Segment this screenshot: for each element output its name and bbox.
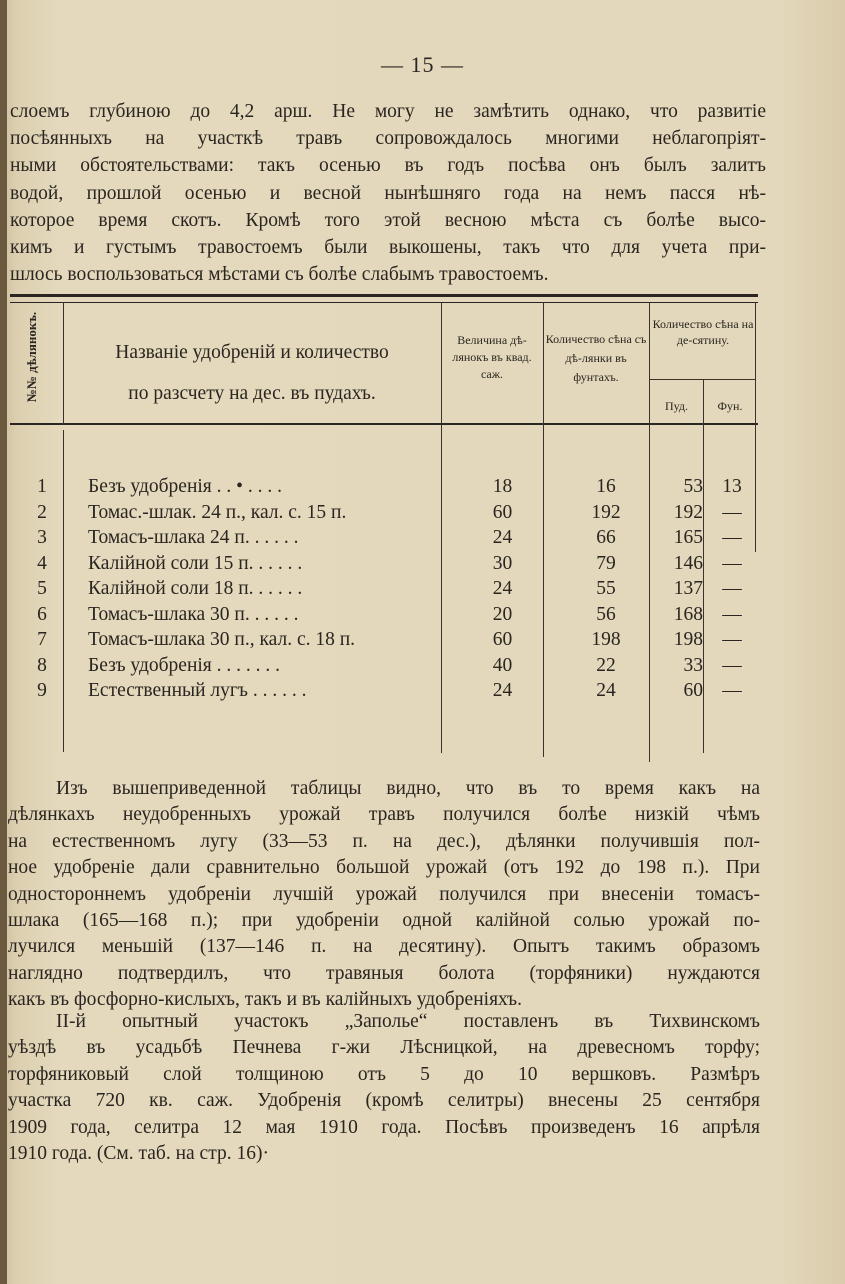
hay-per-plot-cell: 192 bbox=[591, 501, 621, 523]
plot-size-cell: 40 bbox=[492, 654, 513, 676]
header-plot-size: Величина дѣ-лянокъ въ квад. саж. bbox=[452, 333, 532, 381]
fertilizer-cell: Томасъ-шлака 30 п. . . . . . bbox=[88, 603, 299, 625]
fertilizer-table bbox=[10, 294, 758, 759]
text-line: наглядно подтвердилъ, что травяныя болота (торфяники) нуждаются bbox=[8, 962, 760, 984]
hay-per-plot-cell: 55 bbox=[596, 578, 616, 599]
table-top-rule bbox=[10, 294, 758, 297]
fun-cell: — bbox=[722, 527, 742, 548]
pud-cell: 146 bbox=[673, 552, 703, 574]
page-number: — 15 — bbox=[381, 52, 464, 77]
text-line: на естественномъ лугу (33—53 п. на дес.), дѣлянки получившія пол- bbox=[8, 830, 760, 852]
table-header-rule bbox=[10, 423, 758, 425]
text-line: водой, прошлой осенью и весной нынѣшняго года на немъ пасся нѣ- bbox=[10, 182, 766, 204]
fertilizer-cell: Естественный лугъ . . . . . . bbox=[88, 680, 307, 701]
fun-cell: 13 bbox=[722, 476, 742, 497]
header-text: по разсчету на дес. въ пудахъ. bbox=[128, 383, 376, 404]
fertilizer-cell: Томасъ-шлака 24 п. . . . . . bbox=[88, 527, 299, 548]
text-line: уѣздѣ въ усадьбѣ Печнева г-жи Лѣсницкой, на древесномъ торфу; bbox=[8, 1037, 760, 1059]
hay-per-plot-cell: 22 bbox=[596, 654, 616, 676]
table-row bbox=[10, 578, 758, 604]
text-line: ное удобреніе дали сравнительно большой урожай (отъ 192 до 198 п.). При bbox=[8, 857, 760, 879]
fertilizer-cell: Калійной соли 15 п. . . . . . bbox=[88, 552, 303, 574]
plot-size-cell: 24 bbox=[492, 578, 513, 599]
hay-per-plot-cell: 56 bbox=[596, 603, 616, 625]
plot-number-cell: 4 bbox=[37, 552, 47, 574]
table-body bbox=[10, 476, 758, 706]
header-pud: Пуд. bbox=[664, 399, 688, 413]
pud-cell: 33 bbox=[683, 654, 703, 676]
text-line: 1909 года, селитра 12 мая 1910 года. Посѣвъ произведенъ 16 апрѣля bbox=[8, 1116, 760, 1138]
binding-edge bbox=[0, 0, 7, 1284]
fun-cell: — bbox=[722, 603, 742, 625]
plot-number-cell: 7 bbox=[37, 629, 47, 650]
fertilizer-cell: Безъ удобренія . . • . . . . bbox=[88, 476, 282, 497]
table-row bbox=[10, 502, 758, 528]
header-hay-per-plot: Количество сѣна съ дѣ-лянки въ фунтахъ. bbox=[545, 332, 647, 384]
text-line: ными обстоятельствами: такъ осенью въ годъ посѣва онъ былъ залитъ bbox=[10, 155, 766, 177]
text-line: II-й опытный участокъ „Заполье“ поставленъ въ Тихвинскомъ bbox=[56, 1011, 760, 1032]
fun-cell: — bbox=[722, 680, 742, 701]
hay-per-plot-cell: 66 bbox=[596, 527, 616, 548]
header-text: Названіе удобреній и количество bbox=[115, 342, 389, 363]
plot-number-cell: 6 bbox=[37, 603, 47, 625]
header-fertilizer-name bbox=[64, 332, 440, 414]
pud-cell: 60 bbox=[683, 680, 703, 701]
table-row bbox=[10, 629, 758, 655]
pud-cell: 168 bbox=[673, 603, 703, 625]
fun-cell: — bbox=[722, 629, 742, 650]
plot-size-cell: 20 bbox=[492, 603, 513, 625]
plot-number-cell: 5 bbox=[37, 578, 47, 599]
text-line: Изъ вышеприведенной таблицы видно, что въ то время какъ на bbox=[56, 778, 760, 799]
pud-cell: 198 bbox=[673, 629, 703, 650]
fertilizer-cell: Калійной соли 18 п. . . . . . bbox=[88, 578, 303, 599]
plot-size-cell: 24 bbox=[492, 527, 513, 548]
table-row bbox=[10, 476, 758, 502]
paragraph-second-plot bbox=[8, 1009, 760, 1167]
header-hay-per-dessiatine: Количество сѣна на де-сятину. bbox=[652, 317, 754, 347]
hay-per-plot-cell: 198 bbox=[591, 629, 621, 650]
hay-per-plot-cell: 16 bbox=[596, 476, 616, 497]
plot-size-cell: 30 bbox=[492, 552, 513, 574]
plot-size-cell: 60 bbox=[492, 629, 513, 650]
plot-size-cell: 24 bbox=[492, 680, 513, 701]
plot-number-cell: 1 bbox=[37, 476, 47, 497]
table-row bbox=[10, 604, 758, 630]
text-line: шлось воспользоваться мѣстами съ болѣе слабымъ травостоемъ. bbox=[10, 264, 549, 286]
text-line: 1910 года. (См. таб. на стр. 16)· bbox=[8, 1143, 269, 1165]
table-row bbox=[10, 655, 758, 681]
pud-cell: 192 bbox=[673, 501, 703, 523]
plot-number-cell: 9 bbox=[37, 680, 47, 701]
fun-cell: — bbox=[722, 654, 742, 676]
text-line: шлака (165—168 п.); при удобреніи одной калійной солью урожай по- bbox=[8, 910, 760, 932]
plot-size-cell: 60 bbox=[492, 501, 513, 523]
text-line: участка 720 кв. саж. Удобренія (кромѣ селитры) внесены 25 сентября bbox=[8, 1090, 760, 1112]
pud-cell: 165 bbox=[673, 527, 703, 548]
fertilizer-cell: Безъ удобренія . . . . . . . bbox=[88, 654, 281, 676]
plot-size-cell: 18 bbox=[492, 476, 513, 497]
fertilizer-cell: Томас.-шлак. 24 п., кал. с. 15 п. bbox=[88, 501, 347, 523]
text-line: одностороннемъ удобреніи лучшій урожай получился при внесеніи томасъ- bbox=[8, 883, 760, 905]
paragraph-intro bbox=[10, 98, 766, 288]
table-row bbox=[10, 680, 758, 706]
plot-number-cell: 3 bbox=[37, 527, 47, 548]
subheader-rule bbox=[650, 379, 756, 380]
header-plot-number: №№ дѣлянокъ. bbox=[24, 311, 39, 403]
text-line: дѣлянкахъ неудобренныхъ урожай травъ получился болѣе низкій чѣмъ bbox=[8, 804, 760, 826]
text-line: которое время скотъ. Кромѣ того этой весною мѣста съ болѣе высо- bbox=[10, 209, 766, 231]
table-top-rule-thin bbox=[10, 302, 758, 303]
fun-cell: — bbox=[722, 552, 742, 574]
hay-per-plot-cell: 79 bbox=[596, 552, 616, 574]
text-line: торфяниковый слой толщиною отъ 5 до 10 вершковъ. Размѣръ bbox=[8, 1063, 760, 1085]
table-row bbox=[10, 553, 758, 579]
fertilizer-cell: Томасъ-шлака 30 п., кал. с. 18 п. bbox=[88, 629, 356, 650]
header-fun: Фун. bbox=[717, 399, 743, 413]
pud-cell: 137 bbox=[673, 578, 703, 599]
fun-cell: — bbox=[722, 501, 742, 523]
text-line: какъ въ фосфорно-кислыхъ, такъ и въ калійныхъ удобреніяхъ. bbox=[8, 989, 522, 1011]
plot-number-cell: 8 bbox=[37, 654, 47, 676]
table-row bbox=[10, 527, 758, 553]
text-line: слоемъ глубиною до 4,2 арш. Не могу не замѣтить однако, что развитіе bbox=[10, 101, 766, 122]
hay-per-plot-cell: 24 bbox=[596, 680, 616, 701]
text-line: лучился меньшій (137—146 п. на десятину). Опытъ такимъ образомъ bbox=[8, 936, 760, 958]
text-line: кимъ и густымъ травостоемъ были выкошены, такъ что для учета при- bbox=[10, 237, 766, 259]
plot-number-cell: 2 bbox=[37, 501, 47, 523]
text-line: посѣянныхъ на участкѣ травъ сопровождалось многими неблагопріят- bbox=[10, 128, 766, 150]
paragraph-conclusion bbox=[8, 776, 760, 1014]
pud-cell: 53 bbox=[683, 476, 703, 497]
fun-cell: — bbox=[722, 578, 742, 599]
